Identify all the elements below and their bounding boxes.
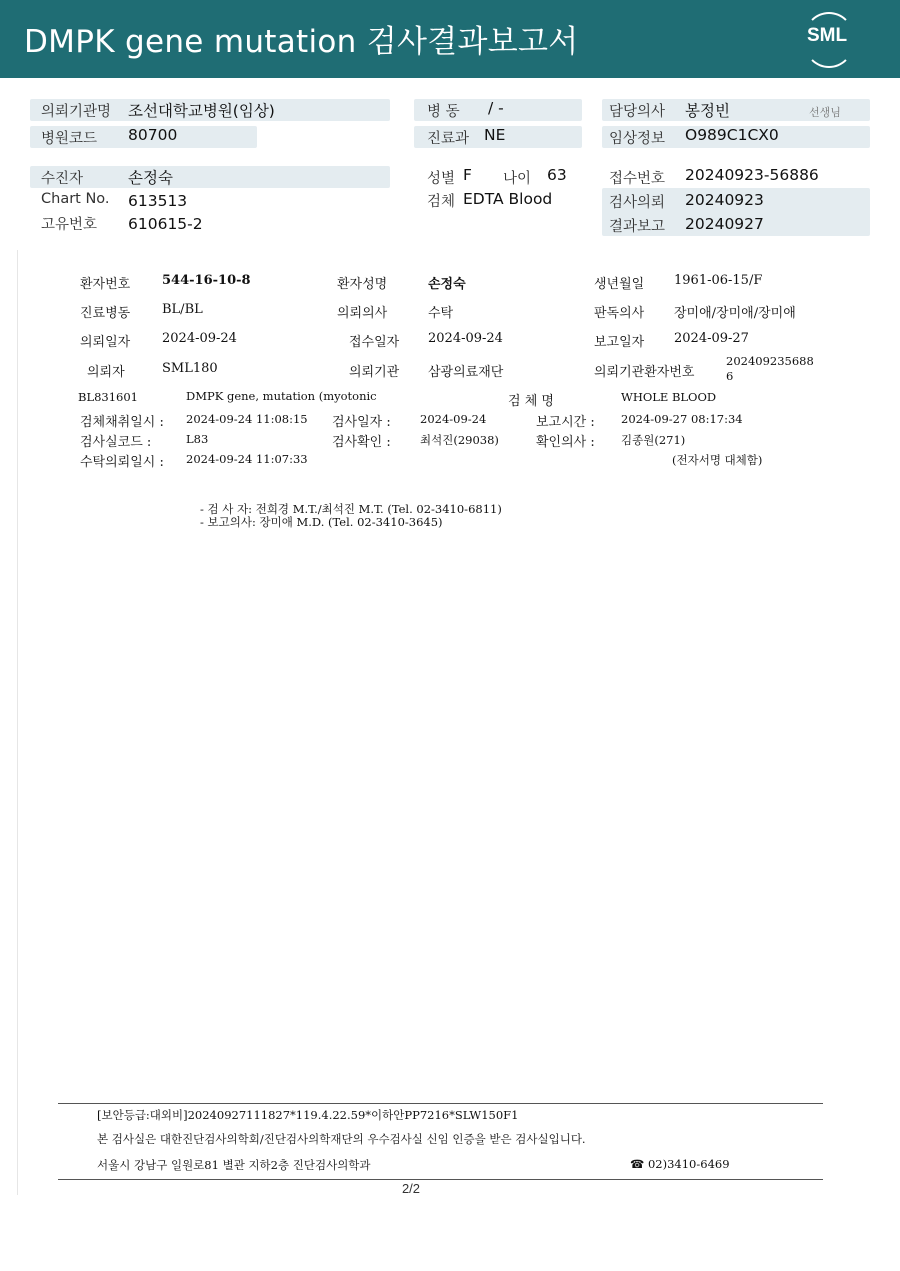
patient-no-value: 544-16-10-8 [162,273,251,288]
specimen-value: EDTA Blood [463,190,553,208]
requester-label: 의뢰자 [87,365,125,380]
institution-value: 조선대학교병원(임상) [128,102,275,120]
chart-value: 613513 [128,192,188,210]
request-value: 20240923 [685,191,764,209]
request-date-label: 의뢰일자 [80,335,131,350]
footer-bottom-line [58,1179,823,1180]
ref-doctor-label: 의뢰의사 [337,306,388,321]
verifier-value: 최석진(29038) [420,433,499,447]
receipt-date-value: 2024-09-24 [428,331,503,346]
consign-value: 2024-09-24 11:07:33 [186,452,308,466]
report-ward-value: BL/BL [162,302,203,317]
report-ward-label: 진료병동 [80,306,131,321]
chart-label: Chart No. [41,191,110,207]
receipt-value: 20240923-56886 [685,166,819,184]
page-number: 2/2 [401,1181,421,1196]
receipt-label: 접수번호 [609,171,666,187]
patient-no-label: 환자번호 [80,277,131,292]
doctor-value: 봉정빈 [685,102,730,120]
report-date-label: 보고일자 [594,335,645,350]
footer-top-line [58,1103,823,1104]
clinical-label: 임상정보 [609,131,666,147]
dept-value: NE [484,126,506,144]
confirm-doctor-label: 확인의사 : [536,435,595,450]
inst-patient-no-value-1: 202409235688 [726,354,814,368]
verifier-label: 검사확인 : [332,435,391,450]
consign-label: 수탁의뢰일시 : [80,455,164,470]
age-label: 나이 [503,171,532,187]
clinical-value: O989C1CX0 [685,126,779,144]
report-time-label: 보고시간 : [536,415,595,430]
specimen-name-label: 검 체 명 [508,394,554,409]
specimen-name-value: WHOLE BLOOD [621,390,717,404]
age-value: 63 [547,166,567,184]
test-name: DMPK gene, mutation (myotonic [186,389,377,403]
ref-doctor-value: 수탁 [428,306,454,321]
reporter-line: - 보고의사: 장미애 M.D. (Tel. 02-3410-3645) [200,515,443,529]
collection-label: 검체채취일시 : [80,415,164,430]
report-time-value: 2024-09-27 08:17:34 [621,412,743,426]
report-header [0,0,900,78]
lab-phone: ☎ 02)3410-6469 [630,1157,730,1171]
security-line: [보안등급:대외비]20240927111827*119.4.22.59*이하안PP7216*SLW150F1 [97,1108,519,1122]
tester-line: - 검 사 자: 전희경 M.T./최석진 M.T. (Tel. 02-3410-6811) [200,502,502,516]
ward-label: 병 동 [427,104,460,120]
reading-doctor-value: 장미애/장미애/장미애 [674,306,796,321]
requester-value: SML180 [162,361,218,376]
ref-institution-label: 의뢰기관 [349,365,400,380]
dob-label: 생년월일 [594,277,645,292]
collection-value: 2024-09-24 11:08:15 [186,412,308,426]
patient-name-label: 환자성명 [337,277,388,292]
sml-logo [800,14,854,64]
report-title: DMPK gene mutation 검사결과보고서 [24,24,579,60]
specimen-label: 검체 [427,194,456,210]
test-code: BL831601 [78,390,138,404]
certification-line: 본 검사실은 대한진단검사의학회/진단검사의학재단의 우수검사실 신임 인증을 받은 검사실입니다. [97,1132,586,1146]
sex-value: F [463,166,472,184]
lab-address: 서울시 강남구 일원로81 별관 지하2층 진단검사의학과 [97,1158,371,1172]
unique-value: 610615-2 [128,215,203,233]
inst-patient-no-value-2: 6 [726,369,734,383]
test-date-value: 2024-09-24 [420,412,487,426]
patient-value: 손정숙 [128,169,173,187]
left-margin-line [17,250,18,1195]
request-label: 검사의뢰 [609,195,666,211]
ward-value: / - [488,99,504,117]
request-date-value: 2024-09-24 [162,331,237,346]
ref-institution-value: 삼광의료재단 [428,365,504,380]
result-value: 20240927 [685,215,764,233]
patient-label: 수진자 [41,171,84,187]
confirm-doctor-value: 김종원(271) [621,433,686,447]
institution-label: 의뢰기관명 [41,104,112,120]
doctor-label: 담당의사 [609,104,666,120]
result-label: 결과보고 [609,219,666,235]
hospital-code-label: 병원코드 [41,131,98,147]
report-date-value: 2024-09-27 [674,331,749,346]
dob-value: 1961-06-15/F [674,273,763,288]
patient-name-value: 손정숙 [428,277,466,292]
dept-label: 진료과 [427,131,470,147]
hospital-code-value: 80700 [128,126,178,144]
test-date-label: 검사일자 : [332,415,391,430]
sex-label: 성별 [427,171,456,187]
lab-code-value: L83 [186,432,209,446]
lab-code-label: 검사실코드 : [80,435,152,450]
receipt-date-label: 접수일자 [349,335,400,350]
reading-doctor-label: 판독의사 [594,306,645,321]
logo-text: SML [806,25,848,46]
unique-label: 고유번호 [41,217,98,233]
inst-patient-no-label: 의뢰기관환자번호 [594,365,695,380]
doctor-suffix: 선생님 [809,106,841,119]
esign-note: (전자서명 대체함) [672,453,763,467]
